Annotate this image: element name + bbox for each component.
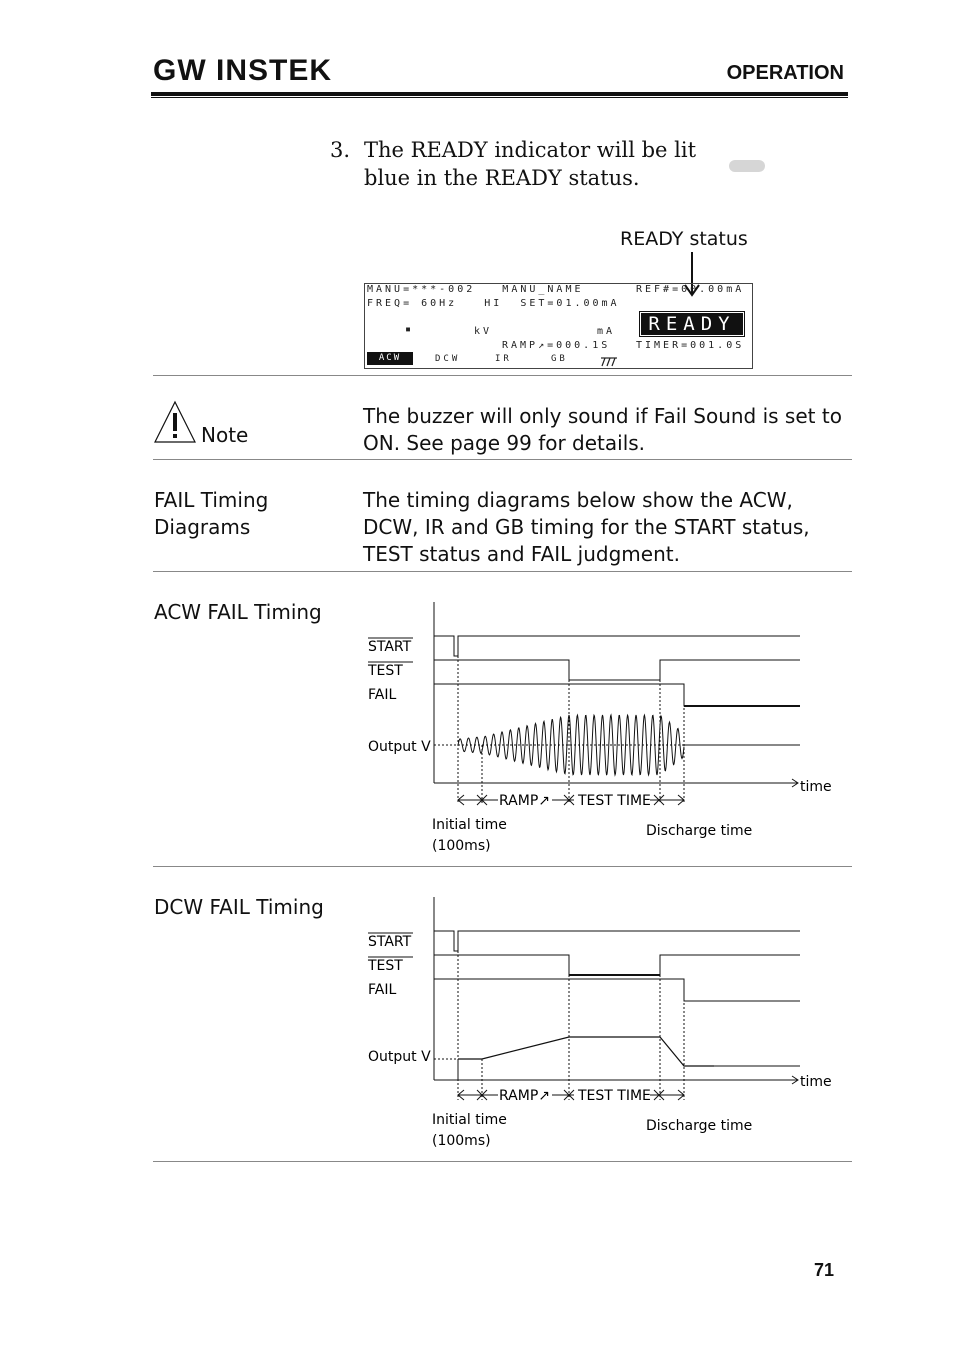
lcd-kv: kV: [474, 326, 493, 337]
divider: [153, 1161, 852, 1162]
dcw-output-waveform: [458, 1037, 714, 1066]
lcd-ref: REF#=00.00mA: [636, 284, 745, 295]
header-rule: [151, 92, 848, 96]
acw-initial-label: Initial time: [432, 817, 507, 833]
acw-fail-label: FAIL: [368, 687, 397, 703]
acw-timing-label: ACW FAIL Timing: [154, 600, 322, 624]
divider: [153, 375, 852, 376]
step-text: The READY indicator will be lit blue in the READY status.: [364, 138, 697, 190]
section-title: OPERATION: [726, 62, 844, 84]
acw-initial-ms: (100ms): [432, 838, 491, 854]
acw-discharge-label: Discharge time: [646, 823, 753, 839]
lcd-ramp: RAMP↗=000.1S: [502, 340, 611, 351]
lcd-mode-acw: ACW: [367, 352, 413, 365]
acw-time-label: time: [800, 779, 832, 795]
lcd-display: [364, 283, 753, 369]
acw-test-label: TEST: [368, 663, 403, 679]
lcd-mode-ir: IR: [495, 354, 512, 364]
dcw-start-label: START: [368, 934, 412, 950]
divider: [153, 571, 852, 572]
divider: [153, 459, 852, 460]
lcd-ma: mA: [597, 326, 616, 337]
lcd-mode-dcw: DCW: [435, 354, 461, 364]
lcd-mode-gb: GB: [551, 354, 568, 364]
dcw-time-label: time: [800, 1074, 832, 1090]
fail-timing-label: FAIL Timing Diagrams: [154, 488, 269, 539]
lcd-dot: ▪: [405, 324, 412, 335]
ready-status-callout: READY status: [620, 228, 748, 250]
lcd-line2: FREQ= 60Hz HI SET=01.00mA: [367, 298, 620, 309]
acw-ramp-label: RAMP↗: [499, 793, 550, 809]
divider: [153, 866, 852, 867]
lcd-line1-left: MANU=***-002 MANU_NAME: [367, 284, 584, 295]
dcw-timing-label: DCW FAIL Timing: [154, 895, 324, 919]
dcw-output-label: Output V: [368, 1049, 431, 1065]
dcw-timing-diagram: [360, 893, 840, 1155]
warning-icon: [153, 400, 197, 444]
acw-start-label: START: [368, 639, 412, 655]
acw-test-time-label: TEST TIME: [578, 793, 651, 809]
brand-logo: GW INSTEK: [153, 54, 332, 87]
dcw-ramp-label: RAMP↗: [499, 1088, 550, 1104]
dcw-fail-label: FAIL: [368, 982, 397, 998]
header-rule-thin: [151, 97, 848, 98]
dcw-initial-label: Initial time: [432, 1112, 507, 1128]
step-number: 3.: [330, 138, 351, 162]
dcw-test-label: TEST: [368, 958, 403, 974]
page-number: 71: [813, 1260, 834, 1280]
dcw-discharge-label: Discharge time: [646, 1118, 753, 1134]
fail-timing-text: The timing diagrams below show the ACW, DCW, IR and GB timing for the START status, TEST status and FAIL judgment.: [363, 488, 810, 566]
dcw-initial-ms: (100ms): [432, 1133, 491, 1149]
dcw-test-time-label: TEST TIME: [578, 1088, 651, 1104]
note-text: The buzzer will only sound if Fail Sound is set to ON. See page 99 for details.: [363, 404, 842, 455]
note-label: Note: [201, 423, 249, 447]
ready-indicator-led: [729, 160, 765, 172]
acw-output-label: Output V: [368, 739, 431, 755]
acw-timing-diagram: [360, 598, 840, 860]
lcd-timer: TIMER=001.0S: [636, 340, 745, 351]
ground-icon: [599, 356, 619, 368]
lcd-ready: READY: [641, 313, 743, 335]
